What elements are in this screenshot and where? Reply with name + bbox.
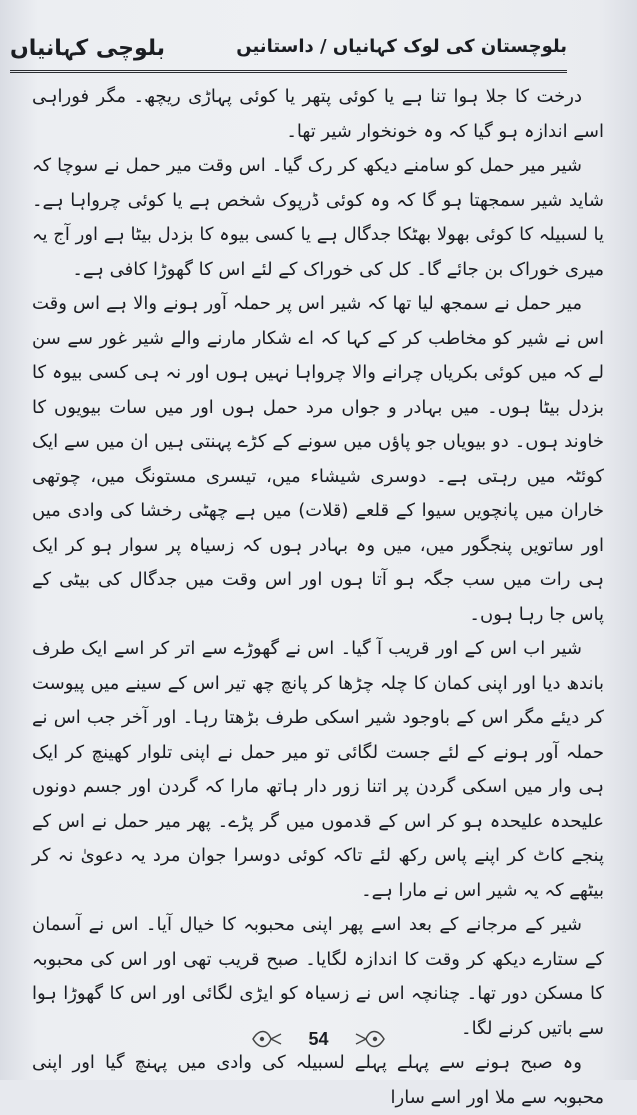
page-number: 54 (308, 1028, 329, 1049)
paragraph-5: شیر کے مرجانے کے بعد اسے پھر اپنی محبوبہ کا خیال آیا۔ اس نے آسمان کے ستارے دیکھ کر وقت کا اندازہ لگایا۔ صبح قریب تھی اور اس کی محبوبہ کا مسکن دور تھا۔ چنانچہ اس نے زسیاہ کو ایڑی لگائی اور اس کا گھوڑا ہوا سے باتیں کرنے لگا۔ (32, 914, 604, 1039)
book-title: بلوچی کہانیاں (10, 36, 166, 61)
header-rule (10, 70, 567, 73)
left-ornament-icon (250, 1026, 284, 1052)
paragraph-3: میر حمل نے سمجھ لیا تھا کہ شیر اس پر حملہ آور ہونے والا ہے اس وقت اس نے شیر کو مخاطب کر کے کہا کہ اے شکار مارنے والے شیر غور سے سن لے کہ میں کوئی بکریاں چرانے والا چرواہا نہیں ہوں اور نہ ہی کسی بیوہ کا بزدل بیٹا ہوں۔ میں بہادر و جواں مرد حمل ہوں اور میں سات بیویوں کا خاوند ہوں۔ دو بیویاں جو پاؤں میں سونے کے کڑے پہنتی ہیں ان میں سے ایک کوئٹہ میں رہتی ہے۔ دوسری شیشاء میں، تیسری مستونگ میں، چوتھی خاران میں پانچویں سیوا کے قلعے (قلات) میں ہے چھٹی رخشا کی وادی میں اور ساتویں پنجگور میں، میں وہ بہادر ہوں کہ زسیاہ پر سوار ہو کر ایک ہی رات میں سب جگہ ہو آتا ہوں اور اس وقت میں جدگال کی بیٹی کے پاس جا رہا ہوں۔ (32, 293, 604, 625)
paragraph-2: شیر میر حمل کو سامنے دیکھ کر رک گیا۔ اس وقت میر حمل نے سوچا کہ شاید شیر سمجھتا ہو گا کہ وہ کوئی ڈرپوک شخص ہے یا کوئی چرواہا ہے۔ یا لسبیلہ کا کوئی بھولا بھٹکا جدگال ہے یا کسی بیوہ کا بزدل بیٹا ہے اور آج یہ میری خوراک بن جائے گا۔ کل کی خوراک کے لئے اس کا گھوڑا کافی ہے۔ (32, 155, 604, 280)
right-ornament-icon (353, 1026, 387, 1052)
paragraph-6: وہ صبح ہونے سے پہلے پہلے لسبیلہ کی وادی میں پہنچ گیا اور اپنی محبوبہ سے ملا اور اسے سارا (32, 1052, 604, 1108)
paragraph-4: شیر اب اس کے اور قریب آ گیا۔ اس نے گھوڑے سے اتر کر اسے ایک طرف باندھ دیا اور اپنی کمان کا چلہ چڑھا کر پانچ چھ تیر اس کے سینے میں پیوست کر دیئے مگر اس کے باوجود شیر اسکی طرف بڑھتا رہا۔ اور آخر جب اس نے حملہ آور ہونے کے لئے جست لگائی تو میر حمل نے اپنی تلوار کھینچ کر ایک ہی وار میں اسکی گردن پر اتنا زور دار ہاتھ مارا کہ گردن اور جسم دونوں علیحدہ علیحدہ ہو کر اس کے قدموں میں گر پڑے۔ پھر میر حمل نے اس کے پنجے کاٹ کر اپنے پاس رکھ لئے تاکہ کوئی دوسرا جوان مرد یہ دعویٰ نہ کر بیٹھے کہ یہ شیر اس نے مارا ہے۔ (32, 638, 604, 901)
page-footer (0, 1022, 637, 1056)
chapter-title: بلوچستان کی لوک کہانیاں / داستانیں (236, 36, 567, 57)
page-header (10, 30, 567, 70)
paragraph-1: درخت کا جلا ہوا تنا ہے یا کوئی پتھر یا کوئی پہاڑی ریچھ۔ مگر فوراہی اسے اندازہ ہو گیا کہ وہ خونخوار شیر تھا۔ (32, 86, 604, 142)
